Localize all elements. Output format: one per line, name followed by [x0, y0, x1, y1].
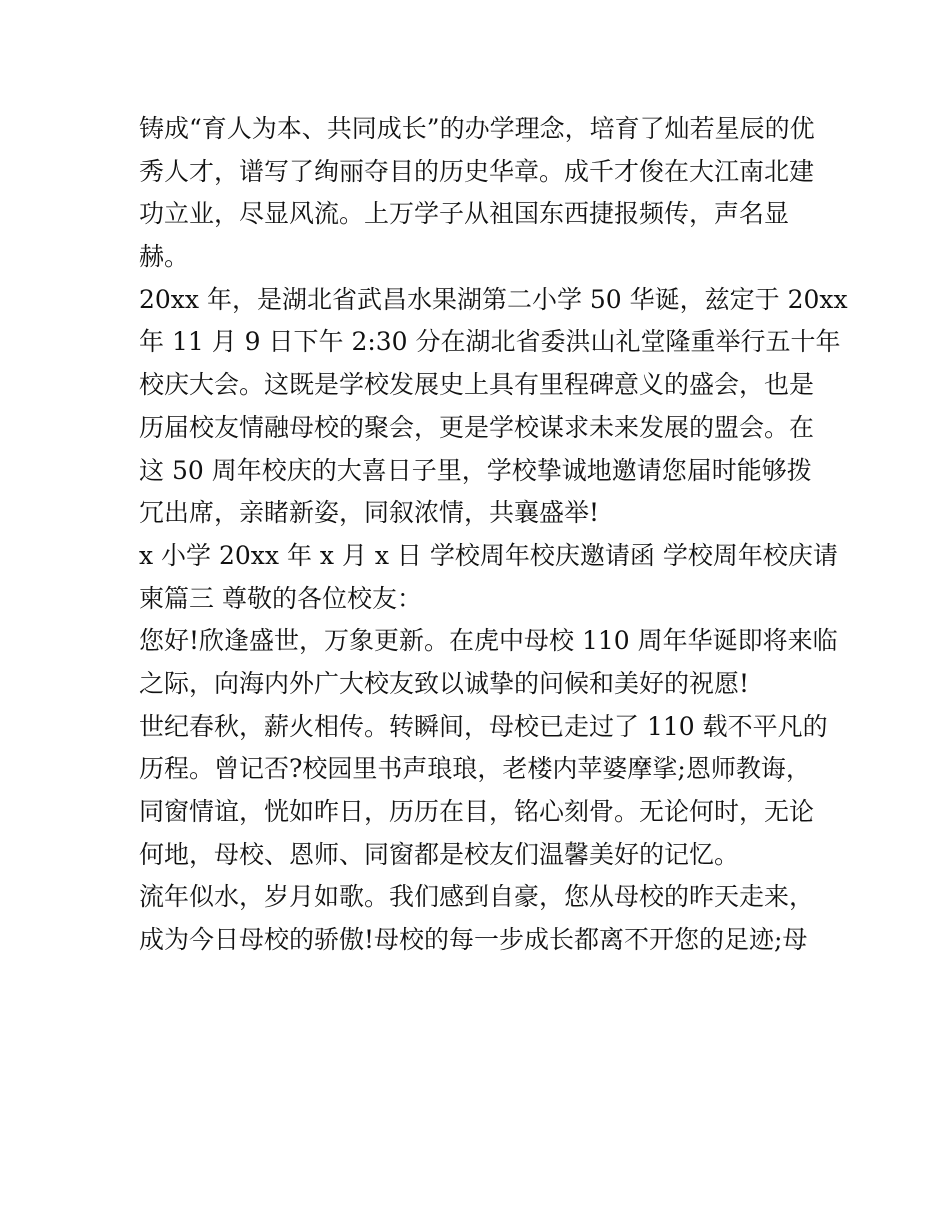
text-line: 历程。曾记否?校园里书声琅琅，老楼内苹婆摩挲;恩师教诲，	[139, 754, 811, 784]
text-line: 秀人才，谱写了绚丽夺目的历史华章。成千才俊在大江南北建	[139, 156, 815, 186]
text-line: 赫。	[139, 242, 190, 272]
text-line: 何地，母校、恩师、同窗都是校友们温馨美好的记忆。	[139, 839, 740, 869]
text-line: 同窗情谊，恍如昨日，历历在目，铭心刻骨。无论何时，无论	[139, 797, 815, 826]
text-line: 冗出席，亲睹新姿，同叙浓情，共襄盛举!	[139, 498, 600, 528]
body-text	[139, 108, 848, 962]
text-line: 历届校友情融母校的聚会，更是学校谋求未来发展的盟会。在	[139, 412, 815, 442]
text-line: 世纪春秋，薪火相传。转瞬间，母校已走过了 110 载不平凡的	[139, 711, 828, 741]
text-line: 流年似水，岁月如歌。我们感到自豪，您从母校的昨天走来，	[139, 882, 815, 912]
text-line: 柬篇三 尊敬的各位校友：	[139, 583, 422, 613]
text-line: 年 11 月 9 日下午 2:30 分在湖北省委洪山礼堂隆重举行五十年	[139, 327, 841, 357]
text-line: 这 50 周年校庆的大喜日子里，学校挚诚地邀请您届时能够拨	[139, 455, 812, 485]
text-line: 铸成“育人为本、共同成长”的办学理念，培育了灿若星辰的优	[139, 114, 815, 143]
text-line: 成为今日母校的骄傲!母校的每一步成长都离不开您的足迹;母	[139, 925, 808, 955]
text-line: 校庆大会。这既是学校发展史上具有里程碑意义的盛会，也是	[139, 370, 815, 400]
text-line: 功立业，尽显风流。上万学子从祖国东西捷报频传，声名显	[139, 199, 790, 229]
text-line: x 小学 20xx 年 x 月 x 日 学校周年校庆邀请函 学校周年校庆请	[139, 540, 838, 570]
text-line: 您好!欣逢盛世，万象更新。在虎中母校 110 周年华诞即将来临	[139, 626, 838, 656]
text-line: 之际，向海内外广大校友致以诚挚的问候和美好的祝愿!	[139, 668, 750, 698]
text-line: 20xx 年，是湖北省武昌水果湖第二小学 50 华诞，兹定于 20xx	[139, 284, 848, 314]
